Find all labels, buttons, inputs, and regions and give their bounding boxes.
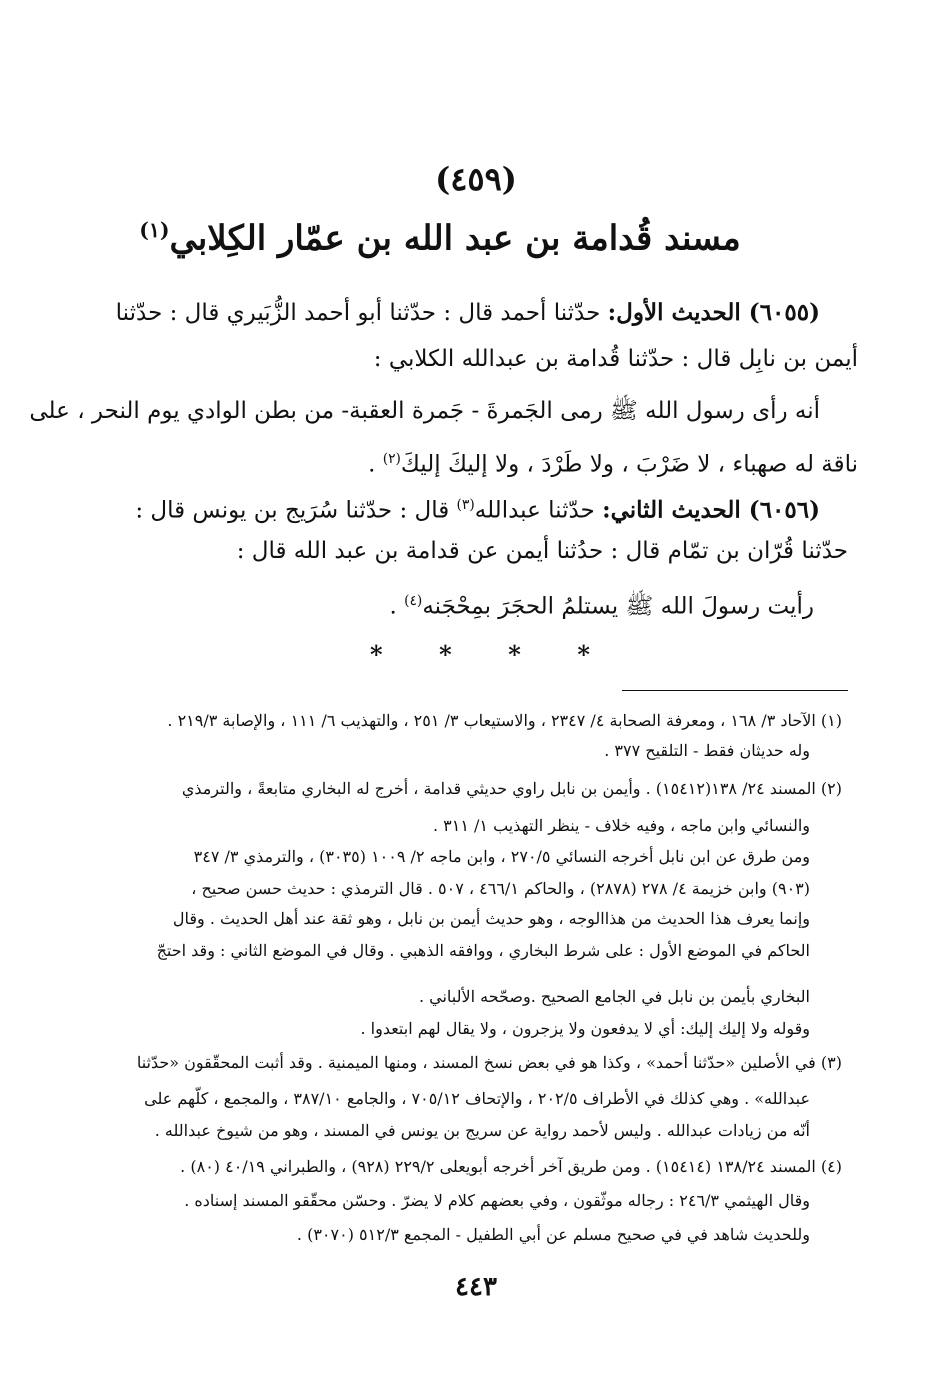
hadith1-label: (٦٠٥٥) الحديث الأول: xyxy=(607,299,820,326)
footnote-1-cont: وله حديثان فقط - التلقيح ٣٧٧ . xyxy=(604,741,810,760)
hadith2-line3-text: رأيت رسولَ الله ﷺ يستلمُ الحجَرَ بمِحْجَنه xyxy=(422,593,814,620)
hadith1-line1 xyxy=(116,298,820,328)
hadith2-line1-text-a: حدّثنا عبدالله xyxy=(474,497,595,524)
separator-star: * xyxy=(577,640,590,669)
footnote-3-cont: أنّه من زيادات عبدالله . وليس لأحمد رواية عن سريج بن يونس في المسند ، وهو من شيوخ عبدالله . xyxy=(154,1121,810,1140)
footnote-2-cont: البخاري بأيمن بن نابل في الجامع الصحيح .وصحّحه الألباني . xyxy=(418,987,810,1006)
footnote-2-cont: وإنما يعرف هذا الحديث من هذاالوجه ، وهو حديث أيمن بن نابل ، وهو ثقة عند أهل الحديث . وقال xyxy=(172,909,810,928)
chapter-number: (٤٥٩) xyxy=(435,160,517,198)
hadith2-footnote-mark-3: (٣) xyxy=(456,497,475,513)
section-separator xyxy=(370,640,590,669)
hadith1-line3: أنه رأى رسول الله ﷺ رمى الجَمرةَ - جَمرة العقبة- من بطن الوادي يوم النحر ، على xyxy=(29,398,820,424)
hadith2-label: (٦٠٥٦) الحديث الثاني: xyxy=(602,496,820,524)
hadith1-line4-end: . xyxy=(368,451,376,478)
footnote-2: (٢) المسند ٢٤/ ١٣٨(١٥٤١٢) . وأيمن بن نابل راوي حديثي قدامة ، أخرج له البخاري متابعةً ، والترمذي xyxy=(181,779,842,798)
footnote-4-cont: وللحديث شاهد في في صحيح مسلم عن أبي الطفيل - المجمع ٥١٢/٣ (٣٠٧٠) . xyxy=(296,1225,810,1244)
footnote-3: (٣) في الأصلين «حدّثنا أحمد» ، وكذا هو في بعض نسخ المسند ، ومنها الميمنية . وقد أثبت المحقّقون «حدّثنا xyxy=(136,1053,842,1072)
hadith2-line1-text-b: قال : حدّثنا سُرَيج بن يونس قال : xyxy=(135,497,450,524)
hadith2-line2: حدّثنا قُرّان بن تمّام قال : حدُثنا أيمن عن قدامة بن عبد الله قال : xyxy=(236,538,848,564)
chapter-title-text: مسند قُدامة بن عبد الله بن عمّار الكِلابي xyxy=(169,218,741,259)
hadith1-line2: أيمن بن نابِل قال : حدّثنا قُدامة بن عبدالله الكلابي : xyxy=(373,346,858,372)
title-footnote-mark: (١) xyxy=(139,218,170,242)
hadith1-line4-text: ناقة له صهباء ، لا ضَرْبَ ، ولا طَرْدَ ، ولا إليكَ إليكَ xyxy=(400,451,858,478)
footnote-1: (١) الآحاد ٣/ ١٦٨ ، ومعرفة الصحابة ٤/ ٢٣٤٧ ، والاستيعاب ٣/ ٢٥١ ، والتهذيب ٦/ ١١١ ، والإصابة ٢١٩/٣ . xyxy=(167,711,842,730)
hadith2-line3 xyxy=(389,586,814,622)
hadith1-line1-text: حدّثنا أحمد قال : حدّثنا أبو أحمد الزُّبَيري قال : حدّثنا xyxy=(115,300,601,326)
hadith2-line3-end: . xyxy=(389,593,397,620)
footnote-4-cont: وقال الهيثمي ٢٤٦/٣ : رجاله موثّقون ، وفي بعضهم كلام لا يضرّ . وحسّن محقّقو المسند إسناده . xyxy=(184,1191,810,1210)
footnote-4: (٤) المسند ١٣٨/٢٤ (١٥٤١٤) . ومن طريق آخر أخرجه أبويعلى ٢٢٩/٢ (٩٢٨) ، والطبراني ٤٠/١٩ (٨٠) . xyxy=(180,1157,842,1176)
hadith2-line1 xyxy=(135,490,820,526)
chapter-title xyxy=(100,218,780,258)
footnote-2-cont: الحاكم في الموضع الأول : على شرط البخاري ، ووافقه الذهبي . وقال في الموضع الثاني : وقد احتجّ xyxy=(156,941,810,960)
footnote-2-cont: (٩٠٣) وابن خزيمة ٤/ ٢٧٨ (٢٨٧٨) ، والحاكم ٤٦٦/١ ، ٥٠٧ . قال الترمذي : حديث حسن صحيح ، xyxy=(191,879,810,898)
separator-star: * xyxy=(439,640,452,669)
separator-star: * xyxy=(370,640,383,669)
footnote-2-cont: ومن طرق عن ابن نابل أخرجه النسائي ٢٧٠/٥ ، وابن ماجه ٢/ ١٠٠٩ (٣٠٣٥) ، والترمذي ٣/ ٣٤٧ xyxy=(193,847,810,866)
page-number: ٤٤٣ xyxy=(455,1272,497,1302)
separator-star: * xyxy=(508,640,521,669)
hadith1-line4 xyxy=(368,444,858,480)
footnote-2-cont: وقوله ولا إليك إليك: أي لا يدفعون ولا يزجرون ، ولا يقال لهم ابتعدوا . xyxy=(360,1019,810,1038)
footnote-divider xyxy=(622,690,848,691)
footnote-2-cont: والنسائي وابن ماجه ، وفيه خلاف - ينظر التهذيب ١/ ٣١١ . xyxy=(432,816,810,835)
footnote-3-cont: عبدالله» . وهي كذلك في الأطراف ٢٠٢/٥ ، والإتحاف ٧٠٥/١٢ ، والجامع ٣٨٧/١٠ ، والمجمع ، كلّهم على xyxy=(144,1089,810,1108)
hadith2-footnote-mark-4: (٤) xyxy=(404,593,423,609)
hadith1-footnote-mark: (٢) xyxy=(382,451,401,467)
